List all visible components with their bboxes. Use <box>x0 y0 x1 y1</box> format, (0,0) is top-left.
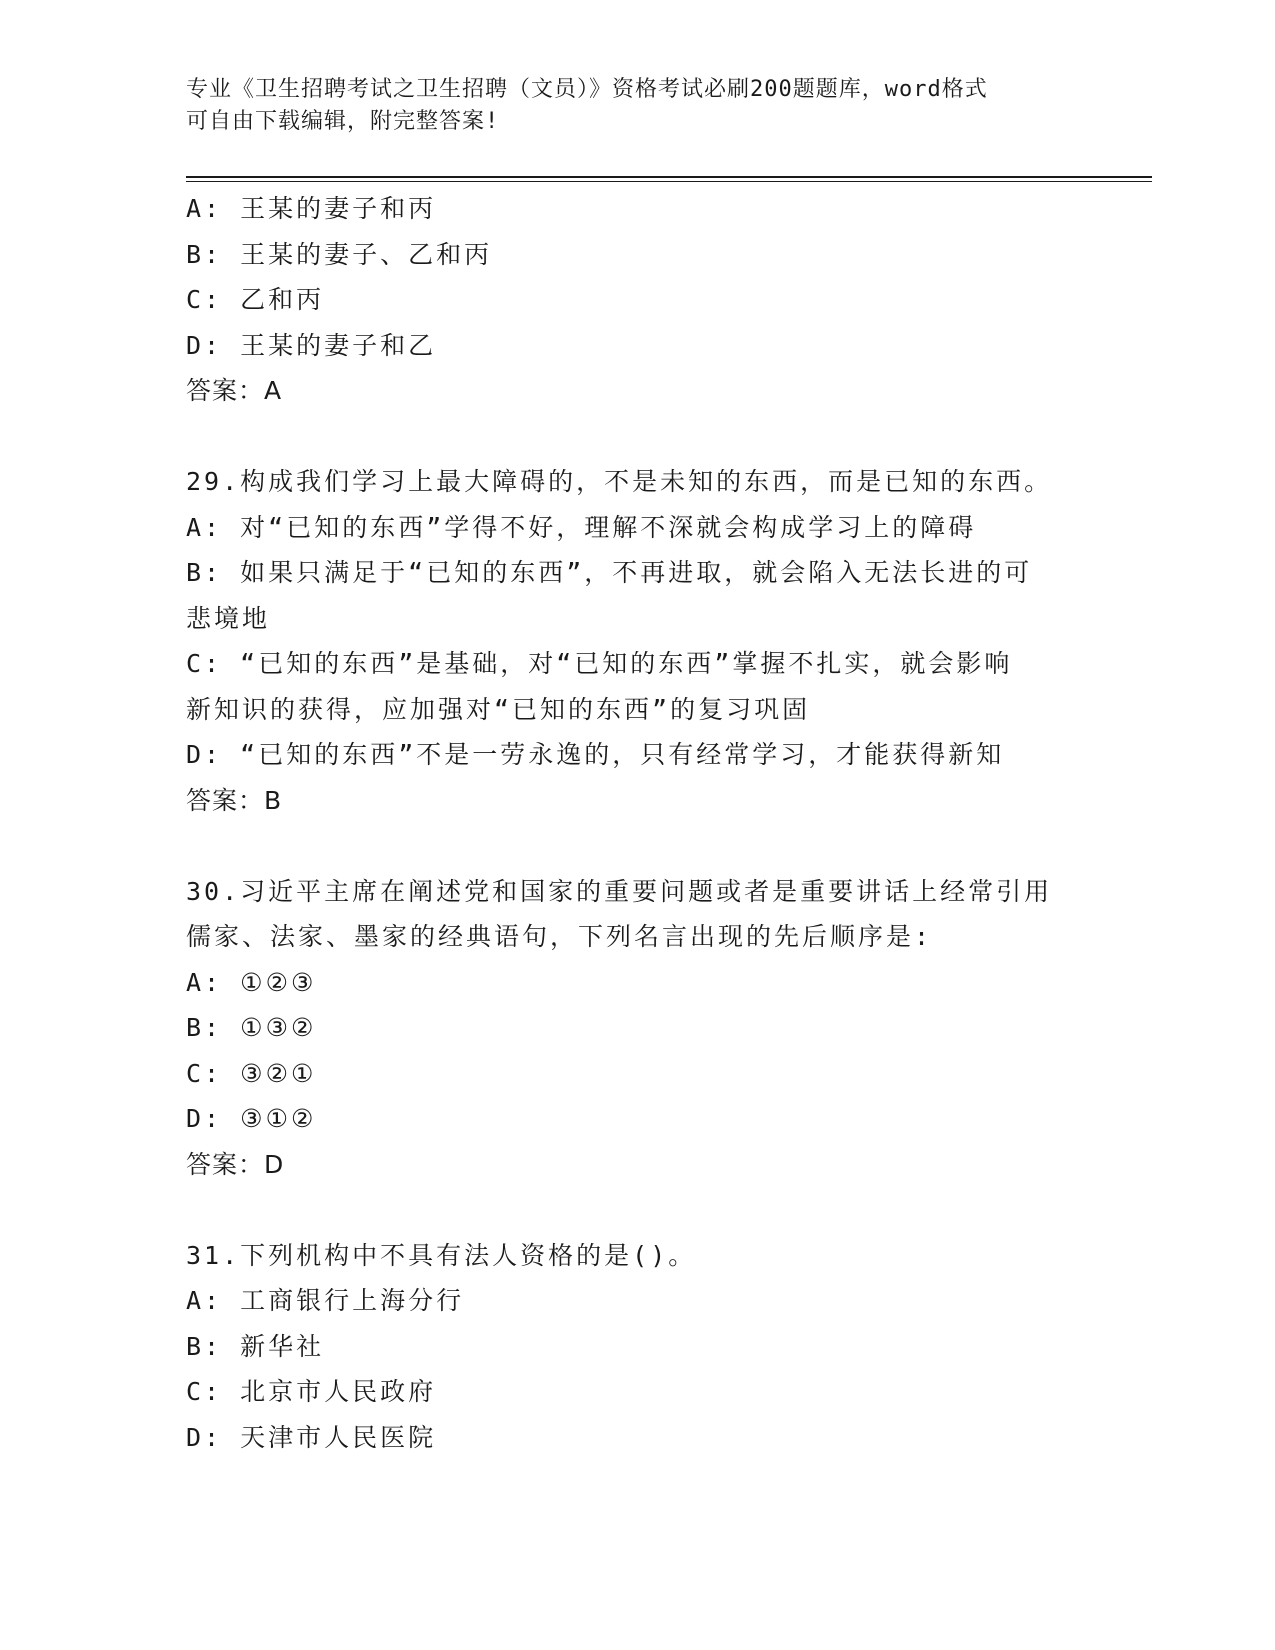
document-body <box>186 186 1076 1460</box>
option-a: A: 工商银行上海分行 <box>186 1286 465 1315</box>
option-b: B: 新华社 <box>186 1331 325 1361</box>
option-c: C: ③②① <box>186 1058 317 1088</box>
header-line-2: 可自由下载编辑，附完整答案! <box>186 109 500 134</box>
question-text-continued: 儒家、法家、墨家的经典语句，下列名言出现的先后顺序是: <box>186 922 933 951</box>
spacer <box>186 414 1076 460</box>
option-d: D: 天津市人民医院 <box>186 1422 437 1452</box>
option-d: D: ③①② <box>186 1104 317 1133</box>
spacer <box>186 1187 1076 1233</box>
answer-29: 答案：B <box>186 785 283 815</box>
option-d: D: 王某的妻子和乙 <box>186 330 437 360</box>
option-a: A: 王某的妻子和丙 <box>186 194 437 223</box>
header-divider <box>186 176 1152 182</box>
option-b: B: ①③② <box>186 1013 317 1042</box>
answer-28: 答案：A <box>186 376 283 405</box>
answer-30: 答案：D <box>186 1149 285 1179</box>
question-31 <box>186 1233 1076 1461</box>
question-text: 29.构成我们学习上最大障碍的，不是未知的东西，而是已知的东西。 <box>186 467 1053 496</box>
question-text: 30.习近平主席在阐述党和国家的重要问题或者是重要讲话上经常引用 <box>186 876 1053 906</box>
question-28 <box>186 186 1076 414</box>
option-c: C: 北京市人民政府 <box>186 1377 437 1406</box>
option-c: C: 乙和丙 <box>186 285 325 314</box>
question-text: 31.下列机构中不具有法人资格的是()。 <box>186 1240 697 1270</box>
option-b: B: 王某的妻子、乙和丙 <box>186 239 493 269</box>
option-b: B: 如果只满足于“已知的东西”，不再进取，就会陷入无法长进的可 <box>186 558 1033 587</box>
spacer <box>186 823 1076 869</box>
option-c: C: “已知的东西”是基础，对“已知的东西”掌握不扎实，就会影响 <box>186 649 1013 678</box>
option-b-continued: 悲境地 <box>186 603 271 633</box>
option-c-continued: 新知识的获得，应加强对“已知的东西”的复习巩固 <box>186 694 811 724</box>
option-d: D: “已知的东西”不是一劳永逸的，只有经常学习，才能获得新知 <box>186 740 1005 769</box>
question-29 <box>186 459 1076 823</box>
option-a: A: ①②③ <box>186 967 317 997</box>
option-a: A: 对“已知的东西”学得不好，理解不深就会构成学习上的障碍 <box>186 512 977 542</box>
question-30 <box>186 869 1076 1188</box>
document-header <box>186 74 1086 138</box>
header-line-1: 专业《卫生招聘考试之卫生招聘（文员）》资格考试必刷200题题库，word格式 <box>186 77 988 102</box>
